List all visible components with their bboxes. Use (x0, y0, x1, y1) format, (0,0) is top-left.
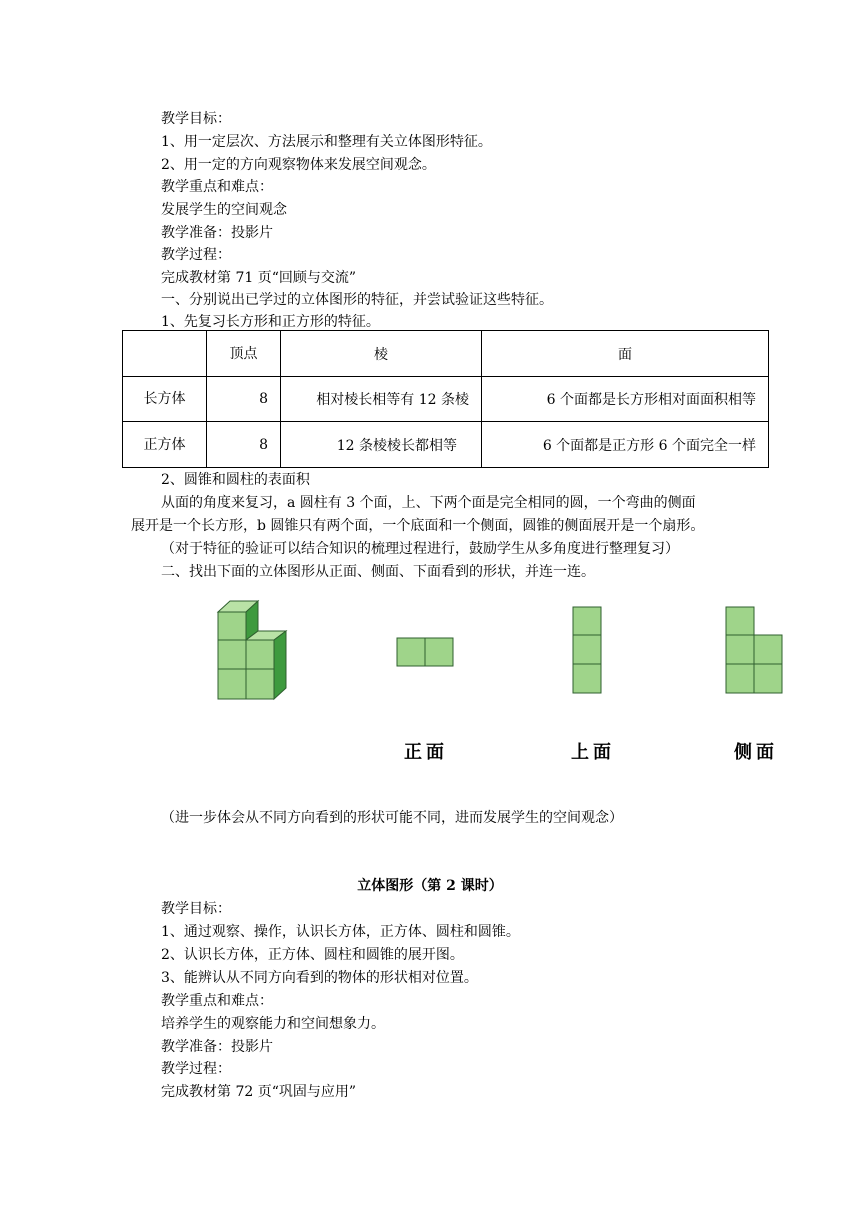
note-1: （对于特征的验证可以结合知识的梳理过程进行，鼓励学生从多角度进行整理复习） (161, 541, 679, 557)
prep: 教学准备：投影片 (161, 225, 273, 241)
paragraph-line-2: 展开是一个长方形，b 圆锥只有两个面，一个底面和一个侧面，圆锥的侧面展开是一个扇形。 (131, 518, 705, 534)
paragraph-line-1: 从面的角度来复习，a 圆柱有 3 个面，上、下两个面是完全相同的圆，一个弯曲的侧面 (161, 495, 696, 511)
review-2: 2、圆锥和圆柱的表面积 (161, 472, 310, 488)
table-cell-vertices: 8 (207, 377, 281, 422)
view-label-top: 上面 (571, 742, 615, 763)
lesson2-process-heading: 教学过程： (161, 1061, 231, 1077)
textbook-ref: 完成教材第 71 页“回顾与交流” (161, 270, 357, 286)
features-table (122, 330, 769, 468)
goal-1: 1、用一定层次、方法展示和整理有关立体图形特征。 (161, 134, 492, 150)
table-cell-name: 正方体 (123, 422, 207, 468)
table-header-blank (123, 331, 207, 377)
note-2: （进一步体会从不同方向看到的形状可能不同，进而发展学生的空间观念） (161, 810, 623, 826)
cube-face (218, 612, 246, 640)
cube-face (218, 669, 246, 699)
table-row (123, 377, 769, 422)
process-heading: 教学过程： (161, 247, 231, 263)
lesson2-title: 立体图形（第 2 课时） (357, 878, 503, 894)
goals-heading: 教学目标： (161, 111, 231, 127)
table-cell-faces: 6 个面都是正方形 6 个面完全一样 (482, 422, 769, 468)
table-header-faces: 面 (482, 331, 769, 377)
table-cell-name: 长方体 (123, 377, 207, 422)
views-figure (0, 588, 860, 778)
lesson2-key-text: 培养学生的观察能力和空间想象力。 (161, 1016, 385, 1032)
part2-heading: 二、找出下面的立体图形从正面、侧面、下面看到的形状，并连一连。 (161, 564, 595, 580)
table-header-vertices: 顶点 (207, 331, 281, 377)
view-label-side: 侧面 (734, 742, 778, 763)
lesson2-goal-3: 3、能辨认从不同方向看到的物体的形状相对位置。 (161, 970, 478, 986)
cube-stack-figure (218, 601, 286, 699)
part1-heading: 一、分别说出已学过的立体图形的特征，并尝试验证这些特征。 (161, 292, 553, 308)
lesson2-goal-2: 2、认识长方体，正方体、圆柱和圆锥的展开图。 (161, 947, 464, 963)
review-1: 1、先复习长方形和正方形的特征。 (161, 314, 380, 330)
view-label-front: 正面 (404, 742, 448, 763)
table-row (123, 422, 769, 468)
lesson2-textbook-ref: 完成教材第 72 页“巩固与应用” (161, 1084, 357, 1100)
cube-face (218, 640, 246, 669)
cube-side (274, 631, 286, 699)
table-cell-faces: 6 个面都是长方形相对面面积相等 (482, 377, 769, 422)
lesson2-prep: 教学准备：投影片 (161, 1039, 273, 1055)
view-side-shape (726, 607, 782, 693)
table-header-edges: 棱 (281, 331, 482, 377)
cube-face (246, 669, 274, 699)
key-heading: 教学重点和难点： (161, 179, 273, 195)
view-top-shape (573, 607, 601, 693)
goal-2: 2、用一定的方向观察物体来发展空间观念。 (161, 157, 436, 173)
key-text: 发展学生的空间观念 (161, 202, 287, 218)
cube-face (246, 640, 274, 669)
table-cell-edges: 相对棱长相等有 12 条棱 (281, 377, 482, 422)
table-cell-vertices: 8 (207, 422, 281, 468)
view-front-shape (397, 638, 453, 666)
table-cell-edges: 12 条棱棱长都相等 (281, 422, 482, 468)
lesson2-goal-1: 1、通过观察、操作，认识长方体，正方体、圆柱和圆锥。 (161, 924, 520, 940)
table-header-row (123, 331, 769, 377)
lesson2-key-heading: 教学重点和难点： (161, 993, 273, 1009)
lesson2-goals-heading: 教学目标： (161, 901, 231, 917)
